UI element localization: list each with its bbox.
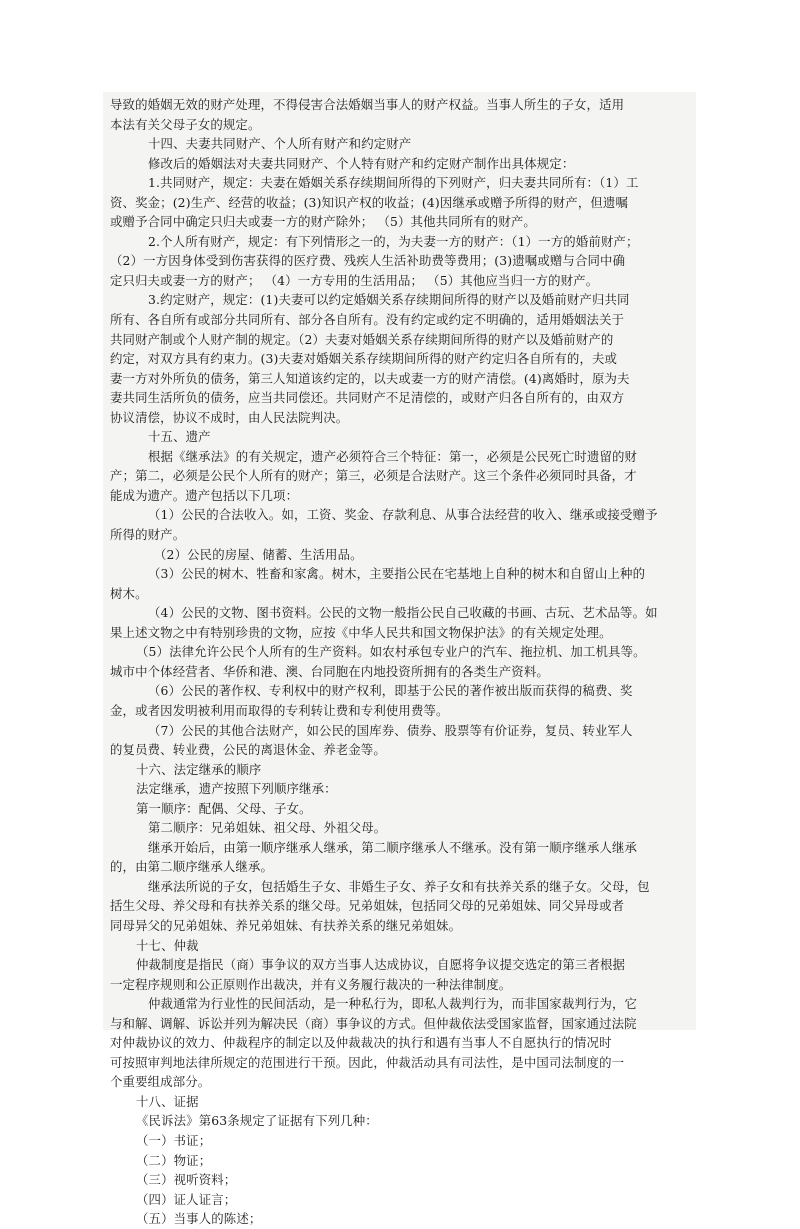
- text-line: 或赠予合同中确定只归夫或妻一方的财产除外； （5）其他共同所有的财产。: [110, 214, 536, 230]
- text-line: 1.共同财产，规定：夫妻在婚姻关系存续期间所得的下列财产，归夫妻共同所有：（1）工: [148, 175, 639, 191]
- text-line: （一）书证；: [136, 1132, 212, 1148]
- text-line: （2）公民的房屋、储蓄、生活用品。: [154, 546, 363, 562]
- text-line: 树木。: [110, 585, 148, 601]
- text-line: （三）视听资料；: [136, 1172, 237, 1188]
- text-line: （3）公民的树木、牲畜和家禽。树木，主要指公民在宅基地上自种的树木和自留山上种的: [148, 566, 646, 582]
- text-line: 仲裁制度是指民（商）事争议的双方当事人达成协议，自愿将争议提交选定的第三者根据: [136, 957, 626, 973]
- text-line: 可按照审判地法律所规定的范围进行干预。因此，仲裁活动具有司法性，是中国司法制度的一: [110, 1054, 625, 1070]
- text-line: 括生父母、养父母和有扶养关系的继父母。兄弟姐妹，包括同父母的兄弟姐妹、同父异母或者: [110, 898, 625, 914]
- text-line: 第一顺序：配偶、父母、子女。: [136, 800, 312, 816]
- text-line: 3.约定财产，规定：(1)夫妻可以约定婚姻关系存续期间所得的财产以及婚前财产归共同: [148, 292, 630, 308]
- document-text: [110, 95, 692, 1229]
- text-line: （4）公民的文物、图书资料。公民的文物一般指公民自己收藏的书画、古玩、艺术品等。如: [148, 605, 658, 621]
- text-line: 十七、仲裁: [136, 937, 199, 953]
- text-line: 与和解、调解、诉讼并列为解决民（商）事争议的方式。但仲裁依法受国家监督，国家通过法院: [110, 1015, 637, 1031]
- text-line: 果上述文物之中有特别珍贵的文物，应按《中华人民共和国文物保护法》的有关规定处理。: [110, 624, 612, 640]
- text-line: 对仲裁协议的效力、仲裁程序的制定以及仲裁裁决的执行和遇有当事人不自愿执行的情况时: [110, 1035, 612, 1051]
- text-line: 一定程序规则和公正原则作出裁决，并有义务履行裁决的一种法律制度。: [110, 976, 512, 992]
- text-line: 约定，对双方具有约束力。(3)夫妻对婚姻关系存续期间所得的财产约定归各自所有的，夫或: [110, 351, 618, 367]
- text-line: 同母异父的兄弟姐妹、养兄弟姐妹、有扶养关系的继兄弟姐妹。: [110, 917, 462, 933]
- text-line: （五）当事人的陈述；: [136, 1211, 262, 1227]
- text-line: 十八、证据: [136, 1093, 199, 1109]
- text-line: （四）证人证言；: [136, 1191, 237, 1207]
- text-line: （2）一方因身体受到伤害获得的医疗费、残疾人生活补助费等费用；(3)遗嘱或赠与合同中确: [110, 253, 626, 269]
- text-line: 本法有关父母子女的规定。: [110, 116, 261, 132]
- text-line: 妻一方对外所负的债务，第三人知道该约定的，以夫或妻一方的财产清偿。(4)离婚时，原为夫: [110, 370, 630, 386]
- text-line: 第二顺序：兄弟姐妹、祖父母、外祖父母。: [148, 820, 387, 836]
- text-line: 导致的婚姻无效的财产处理，不得侵害合法婚姻当事人的财产权益。当事人所生的子女，适用: [110, 97, 625, 112]
- text-line: 妻共同生活所负的债务，应当共同偿还。共同财产不足清偿的，或财产归各自所有的，由双方: [110, 390, 625, 406]
- text-line: 的，由第二顺序继承人继承。: [110, 859, 274, 875]
- text-line: 根据《继承法》的有关规定，遗产必须符合三个特征：第一，必须是公民死亡时遗留的财: [148, 448, 638, 464]
- text-line: 能成为遗产。遗产包括以下几项：: [110, 487, 299, 503]
- text-line: 共同财产制或个人财产制的规定。（2）夫妻对婚姻关系存续期间所得的财产以及婚前财产的: [110, 331, 614, 347]
- text-line: 资、奖金；(2)生产、经营的收益；(3)知识产权的收益；(4)因继承或赠予所得的财产，但遗嘱: [110, 194, 629, 210]
- text-line: 所得的财产。: [110, 527, 186, 543]
- text-line: 2.个人所有财产，规定：有下列情形之一的，为夫妻一方的财产：（1）一方的婚前财产；: [148, 233, 639, 249]
- text-line: （二）物证；: [136, 1152, 212, 1168]
- text-line: （1）公民的合法收入。如，工资、奖金、存款利息、从事合法经营的收入、继承或接受赠予: [148, 507, 658, 523]
- text-line: 仲裁通常为行业性的民间活动，是一种私行为，即私人裁判行为，而非国家裁判行为，它: [148, 996, 638, 1012]
- text-line: 十六、法定继承的顺序: [136, 761, 262, 777]
- text-line: （6）公民的著作权、专利权中的财产权利，即基于公民的著作被出版而获得的稿费、奖: [148, 683, 633, 699]
- text-line: 十四、夫妻共同财产、个人所有财产和约定财产: [148, 136, 412, 152]
- text-line: 协议清偿，协议不成时，由人民法院判决。: [110, 409, 349, 425]
- text-line: （7）公民的其他合法财产，如公民的国库券、债券、股票等有价证券，复员、转业军人: [148, 722, 633, 738]
- text-line: 城市中个体经营者、华侨和港、澳、台同胞在内地投资所拥有的各类生产资料。: [110, 663, 549, 679]
- text-line: 继承开始后，由第一顺序继承人继承，第二顺序继承人不继承。没有第一顺序继承人继承: [148, 839, 638, 855]
- text-line: 所有、各自所有或部分共同所有、部分各自所有。没有约定或约定不明确的，适用婚姻法关于: [110, 312, 625, 328]
- text-line: 十五、遗产: [148, 429, 211, 445]
- text-line: 个重要组成部分。: [110, 1074, 211, 1090]
- text-line: 产；第二，必须是公民个人所有的财产；第三，必须是合法财产。这三个条件必须同时具备，才: [110, 468, 637, 484]
- text-line: （5）法律允许公民个人所有的生产资料。如农村承包专业户的汽车、拖拉机、加工机具等。: [136, 644, 646, 660]
- text-line: 继承法所说的子女，包括婚生子女、非婚生子女、养子女和有扶养关系的继子女。父母，包: [148, 878, 650, 894]
- text-line: 法定继承，遗产按照下列顺序继承：: [136, 781, 337, 797]
- text-line: 修改后的婚姻法对夫妻共同财产、个人特有财产和约定财产制作出具体规定：: [148, 155, 575, 171]
- text-line: 的复员费、转业费，公民的离退休金、养老金等。: [110, 742, 386, 758]
- text-line: 金，或者因发明被利用而取得的专利转让费和专利使用费等。: [110, 702, 449, 718]
- text-line: 《民诉法》第63条规定了证据有下列几种：: [136, 1113, 378, 1129]
- text-line: 定只归夫或妻一方的财产； （4）一方专用的生活用品； （5）其他应当归一方的财产。: [110, 272, 599, 288]
